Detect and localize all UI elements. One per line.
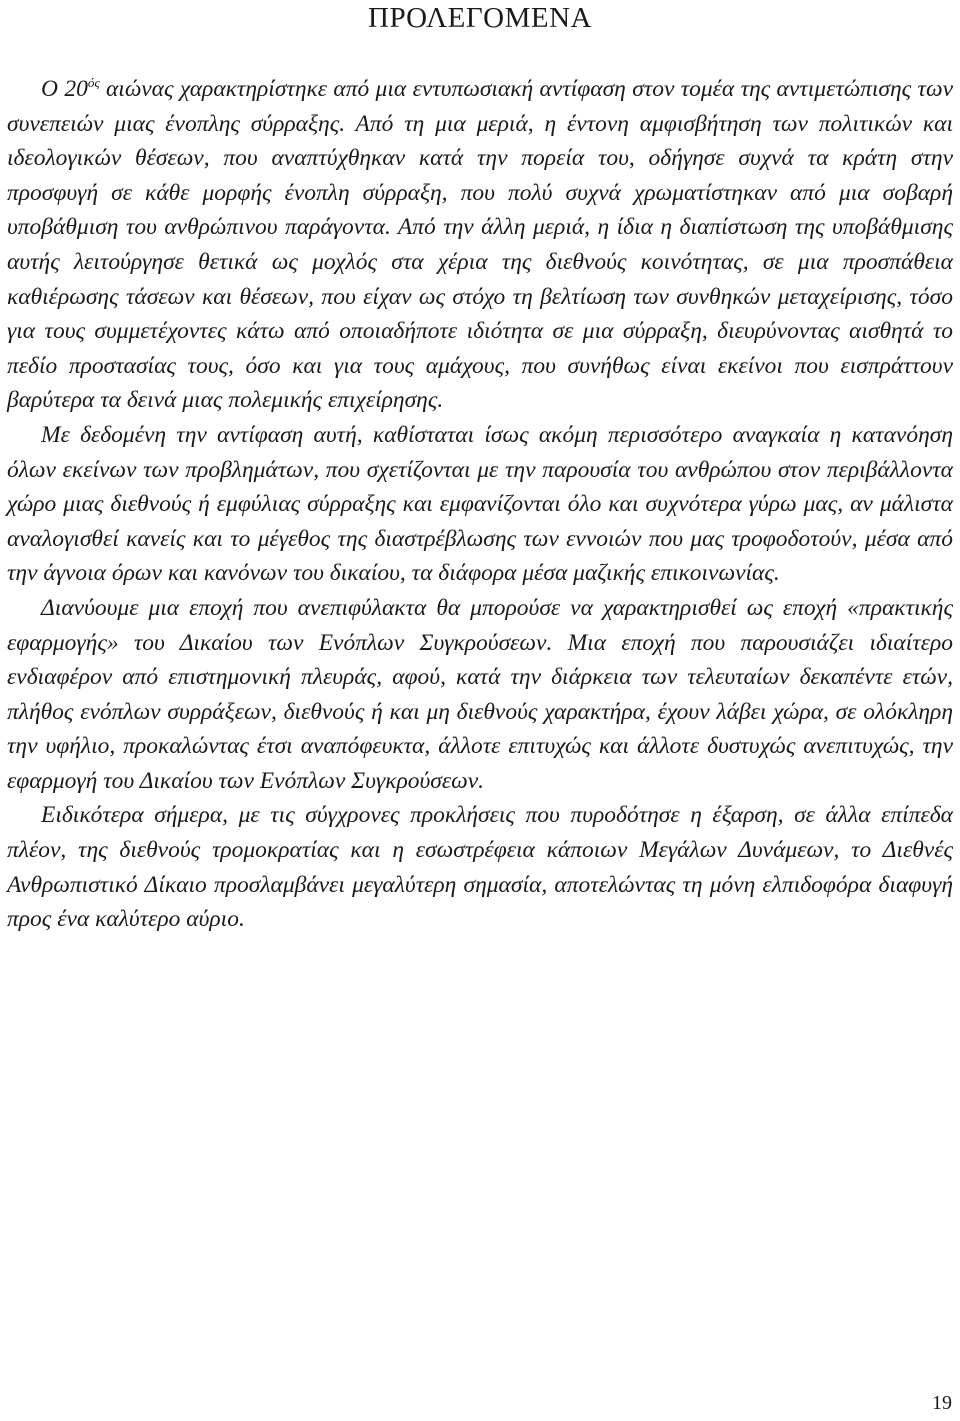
paragraph-3: Διανύουμε μια εποχή που ανεπιφύλακτα θα μπορούσε να χαρακτηρισθεί ως εποχή «πρακτικής εφαρμογής» του Δικαίου των Ενόπλων Συγκρούσεων. Μια εποχή που παρουσιάζει ιδιαίτερο ενδιαφέρον από επιστημονική πλευράς, αφού, κατά την διάρκεια των τελευταίων δεκαπέντε ετών, πλήθος ενόπλων συρράξεων, διεθνούς ή και μη διεθνούς χαρακτήρα, έχουν λάβει χώρα, σε ολόκληρη την υφήλιο, προκαλώντας έτσι αναπόφευκτα, άλλοτε επιτυχώς και άλλοτε δυστυχώς ανεπιτυχώς, την εφαρμογή του Δικαίου των Ενόπλων Συγκρούσεων. bbox=[7, 594, 953, 794]
paragraph-1 bbox=[7, 72, 953, 418]
page-title: ΠΡΟΛΕΓΟΜΕΝΑ bbox=[368, 2, 592, 34]
paragraph-2: Με δεδομένη την αντίφαση αυτή, καθίσταται ίσως ακόμη περισσότερο αναγκαία η κατανόηση όλων εκείνων των προβλημάτων, που σχετίζονται με την παρουσία του ανθρώπου στον περιβάλλοντα χώρο μιας διεθνούς ή εμφύλιας σύρραξης και εμφανίζονται όλο και συχνότερα γύρω μας, αν μάλιστα αναλογισθεί κανείς και το μέγεθος της διαστρέβλωσης των εννοιών που μας τροφοδοτούν, μέσα από την άγνοια όρων και κανόνων του δικαίου, τα διάφορα μέσα μαζικής επικοινωνίας. bbox=[7, 421, 953, 587]
paragraph-1-lead: Ο 20 bbox=[41, 76, 88, 102]
ordinal-superscript: ός bbox=[87, 75, 100, 91]
paragraph-1-text: αιώνας χαρακτηρίστηκε από μια εντυπωσιακή αντίφαση στον τομέα της αντιμετώπισης των συνεπειών μιας ένοπλης σύρραξης. Από τη μια μεριά, η έντονη αμφισβήτηση των πολιτικών και ιδεολογικών θέσεων, που αναπτύχθηκαν κατά την πορεία του, οδήγησε συχνά τα κράτη στην προσφυγή σε κάθε μορφής ένοπλη σύρραξη, που πολύ συχνά χρωματίστηκαν από μια σοβαρή υποβάθμιση του ανθρώπινου παράγοντα. Από την άλλη μεριά, η ίδια η διαπίστωση της υποβάθμισης αυτής λειτούργησε θετικά ως μοχλός στα χέρια της διεθνούς κοινότητας, σε μια προσπάθεια καθιέρωσης τάσεων και θέσεων, που είχαν ως στόχο τη βελτίωση των συνθηκών μεταχείρισης, τόσο για τους συμμετέχοντες κάτω από οποιαδήποτε ιδιότητα σε μια σύρραξη, διευρύνοντας αισθητά το πεδίο προστασίας τους, όσο και για τους αμάχους, που συνήθως είναι εκείνοι που εισπράττουν βαρύτερα τα δεινά μιας πολεμικής επιχείρησης. bbox=[7, 76, 953, 414]
paragraph-4: Ειδικότερα σήμερα, με τις σύγχρονες προκλήσεις που πυροδότησε η έξαρση, σε άλλα επίπεδα πλέον, της διεθνούς τρομοκρατίας και η εσωστρέφεια κάποιων Μεγάλων Δυνάμεων, το Διεθνές Ανθρωπιστικό Δίκαιο προσλαμβάνει μεγαλύτερη σημασία, αποτελώντας τη μόνη ελπιδοφόρα διαφυγή προς ένα καλύτερο αύριο. bbox=[7, 802, 953, 933]
page-number: 19 bbox=[932, 1392, 952, 1414]
body-text bbox=[7, 72, 953, 937]
